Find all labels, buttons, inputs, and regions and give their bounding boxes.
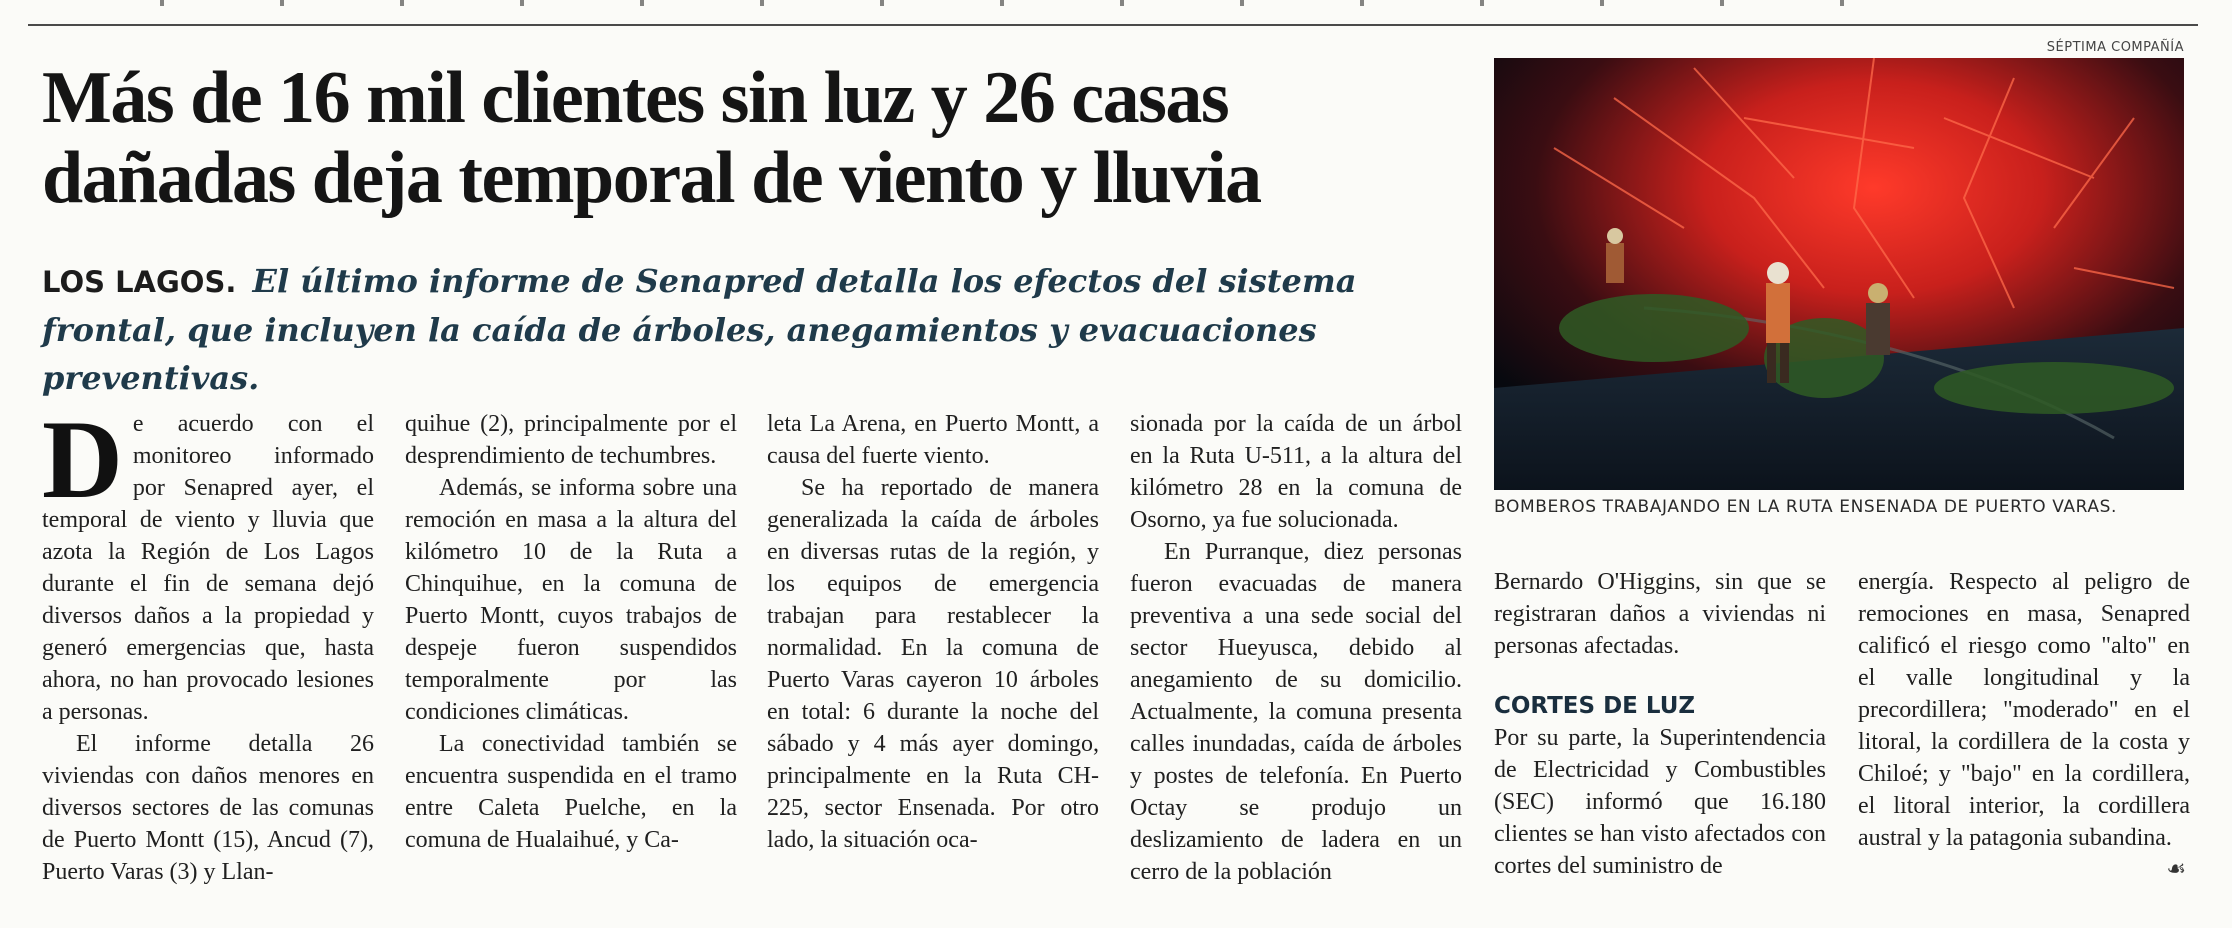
paragraph: El informe detalla 26 viviendas con daños menores en diversos sectores de las comunas de Puerto Montt (15), Ancud (7), Puerto Varas (3) y Llan- [42,731,374,885]
article-column-4 [1130,408,1462,888]
paragraph: leta La Arena, en Puerto Montt, a causa del fuerte viento. [767,411,1099,469]
headline-line-1: Más de 16 mil clientes sin luz y 26 casas [42,57,1229,139]
headline-line-2: dañadas deja temporal de viento y lluvia [42,137,1261,219]
article-column-5 [1494,566,1826,882]
photo-credit: SÉPTIMA COMPAÑÍA [2046,40,2184,55]
paragraph: En Purranque, diez personas fueron evacuadas de manera preventiva a una sede social del sector Hueyusca, debido al anegamiento de su domicilio. Actualmente, la comuna presenta calles inundadas, caída de árboles y postes de telefonía. En Puerto Octay se produjo un deslizamiento de ladera en un cerro de la población [1130,539,1462,885]
drop-cap: D [42,398,123,522]
top-decor [160,0,1960,6]
paragraph: Bernardo O'Higgins, sin que se registraran daños a viviendas ni personas afectadas. [1494,569,1826,659]
article-column-1 [42,398,374,888]
paragraph: quihue (2), principalmente por el desprendimiento de techumbres. [405,411,737,469]
article-column-3 [767,408,1099,856]
photo-caption: BOMBEROS TRABAJANDO EN LA RUTA ENSENADA DE PUERTO VARAS. [1494,497,2117,517]
top-rule [28,24,2198,26]
article-column-2 [405,408,737,856]
deck [42,257,1492,402]
headline [42,58,1492,218]
firefighters-fallen-tree-image [1494,58,2184,490]
subhead: CORTES DE LUZ [1494,693,1696,719]
paragraph: Se ha reportado de manera generalizada la caída de árboles en diversas rutas de la región, y los equipos de emergencia trabajan para restablecer la normalidad. En la comuna de Puerto Varas cayeron 10 árboles en total: 6 durante la noche del sábado y 4 más ayer domingo, principalmente en la Ruta CH-225, sector Ensenada. Por otro lado, la situación oca- [767,475,1099,853]
paragraph: Además, se informa sobre una remoción en masa a la altura del kilómetro 10 de la Ruta a Chinquihue, en la comuna de Puerto Montt, cuyos trabajos de despeje fueron suspendidos temporalmente por las condiciones climáticas. [405,475,737,725]
paragraph: sionada por la caída de un árbol en la Ruta U-511, a la altura del kilómetro 28 en la comuna de Osorno, ya fue solucionada. [1130,411,1462,533]
end-mark-icon: ☙ [2166,857,2186,882]
paragraph: e acuerdo con el monitoreo informado por Senapred ayer, el temporal de viento y lluvia que azota la Región de Los Lagos durante el fin de semana dejó diversos daños a la propiedad y generó emergencias que, hasta ahora, no han provocado lesiones a personas. [42,411,374,725]
paragraph: La conectividad también se encuentra suspendida en el tramo entre Caleta Puelche, en la comuna de Hualaihué, y Ca- [405,731,737,853]
news-photo [1494,58,2184,490]
deck-kicker: LOS LAGOS. [42,265,237,299]
deck-text: El último informe de Senapred detalla los efectos del sistema frontal, que incluyen la caída de árboles, anegamientos y evacuaciones preventivas. [42,262,1357,397]
paragraph: energía. Respecto al peligro de remociones en masa, Senapred calificó el riesgo como "alto" en el valle longitudinal y la precordillera; "moderado" en el litoral, la cordillera de la costa y Chiloé; y "bajo" en la cordillera, el litoral interior, la cordillera austral y la patagonia subandina. [1858,569,2190,851]
paragraph: Por su parte, la Superintendencia de Electricidad y Combustibles (SEC) informó que 16.180 clientes se han visto afectados con cortes del suministro de [1494,725,1826,879]
article-column-6 [1858,566,2190,882]
